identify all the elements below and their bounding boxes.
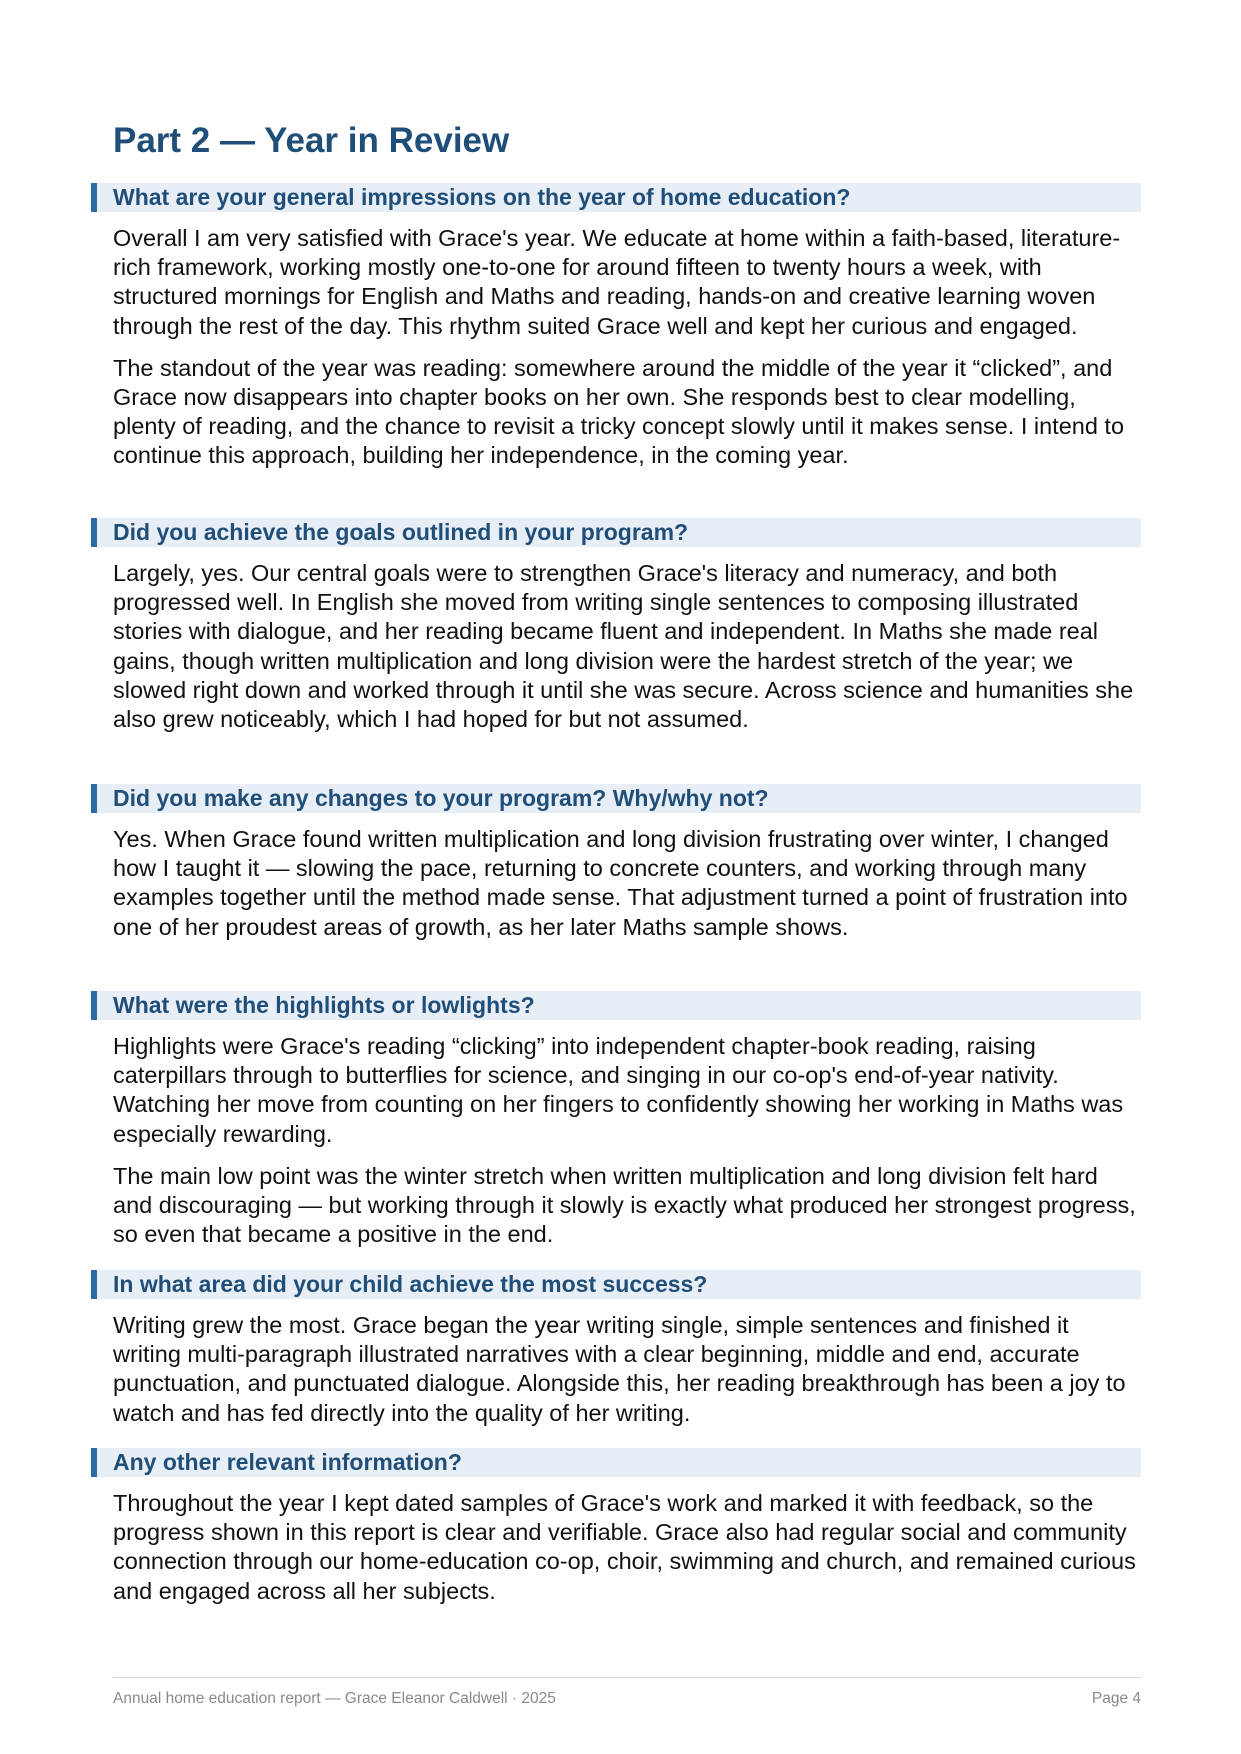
answer-paragraph: Largely, yes. Our central goals were to strengthen Grace's literacy and numeracy, and both progressed well. In English she moved from writing single sentences to composing illustrated stories with dialogue, and her reading became fluent and independent. In Maths she made real gains, though written multiplication and long division were the hardest stretch of the year; we slowed right down and worked through it until she was secure. Across science and humanities she also grew noticeably, which I had hoped for but not assumed. — [113, 560, 1134, 733]
answer-paragraph: Yes. When Grace found written multiplication and long division frustrating over winter, I changed how I taught it — slowing the pace, returning to concrete counters, and working through many examples together until the method made sense. That adjustment turned a point of frustration into one of her proudest areas of growth, as her later Maths sample shows. — [113, 826, 1128, 940]
section-goals-achieved — [113, 518, 1141, 734]
section-program-changes — [113, 784, 1141, 942]
footer-report-title: Annual home education report — Grace Eleanor Caldwell · 2025 — [113, 1690, 556, 1707]
footer-page-number: Page 4 — [1091, 1690, 1141, 1707]
answer-paragraph: Overall I am very satisfied with Grace's year. We educate at home within a faith-based, literature-rich framework, working mostly one-to-one for around fifteen to twenty hours a week, with structured mornings for English and Maths and reading, hands-on and creative learning woven through the rest of the day. This rhythm suited Grace well and kept her curious and engaged. — [113, 225, 1121, 339]
section-other-information — [113, 1448, 1141, 1606]
section-most-success — [113, 1270, 1141, 1428]
question-text: Did you achieve the goals outlined in your program? — [113, 519, 689, 545]
question-text: What were the highlights or lowlights? — [113, 992, 535, 1018]
answer-paragraph: Writing grew the most. Grace began the year writing single, simple sentences and finished it writing multi-paragraph illustrated narratives with a clear beginning, middle and end, accurate punctuation, and punctuated dialogue. Alongside this, her reading breakthrough has been a joy to watch and has fed directly into the quality of her writing. — [113, 1312, 1126, 1426]
question-text: Did you make any changes to your program? Why/why not? — [113, 785, 769, 811]
question-text: Any other relevant information? — [113, 1449, 462, 1475]
answer-paragraph: Throughout the year I kept dated samples of Grace's work and marked it with feedback, so the progress shown in this report is clear and verifiable. Grace also had regular social and community connection through our home-education co-op, choir, swimming and church, and remained curious and engaged across all her subjects. — [113, 1490, 1136, 1604]
section-general-impressions — [113, 183, 1141, 471]
page-title: Part 2 — Year in Review — [113, 121, 510, 160]
question-text: In what area did your child achieve the most success? — [113, 1271, 708, 1297]
answer-paragraph: The standout of the year was reading: somewhere around the middle of the year it “clicked”, and Grace now disappears into chapter books on her own. She responds best to clear modelling, plenty of reading, and the chance to revisit a tricky concept slowly until it makes sense. I intend to continue this approach, building her independence, in the coming year. — [113, 354, 1125, 469]
question-header — [91, 1448, 1141, 1477]
question-header — [91, 991, 1141, 1020]
question-header — [91, 518, 1141, 547]
answer-paragraph: Highlights were Grace's reading “clicking” into independent chapter-book reading, raising caterpillars through to butterflies for science, and singing in our co-op's end-of-year nativity. Watching her move from counting on her fingers to confidently showing her working in Maths was especially rewarding. — [113, 1033, 1124, 1147]
question-header — [91, 183, 1141, 212]
question-header — [91, 1270, 1141, 1299]
answer-paragraph: The main low point was the winter stretch when written multiplication and long division felt hard and discouraging — but working through it slowly is exactly what produced her strongest progress, so even that became a positive in the end. — [113, 1162, 1136, 1248]
question-header — [91, 784, 1141, 813]
question-text: What are your general impressions on the year of home education? — [113, 184, 851, 210]
footer-divider — [113, 1677, 1141, 1678]
section-highlights-lowlights — [113, 991, 1141, 1249]
